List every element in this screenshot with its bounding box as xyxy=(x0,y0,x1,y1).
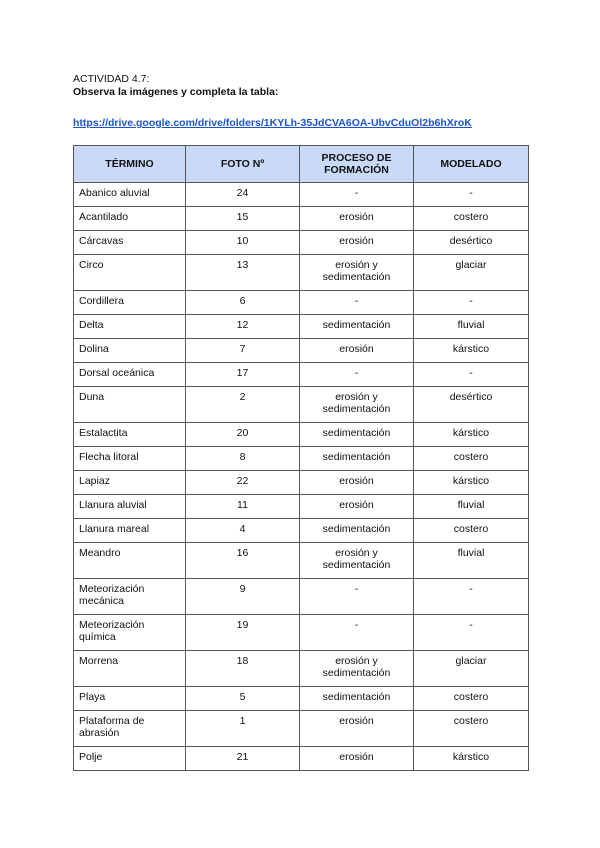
cell-foto: 7 xyxy=(186,339,300,363)
table-row xyxy=(74,315,529,339)
cell-proceso: erosión xyxy=(300,471,414,495)
landforms-table xyxy=(73,145,529,771)
cell-foto: 24 xyxy=(186,183,300,207)
cell-foto: 4 xyxy=(186,519,300,543)
cell-foto: 17 xyxy=(186,363,300,387)
cell-foto: 21 xyxy=(186,747,300,771)
header-foto: FOTO Nº xyxy=(186,146,300,183)
cell-modelado: kárstico xyxy=(414,747,529,771)
cell-modelado: glaciar xyxy=(414,255,529,291)
cell-foto: 9 xyxy=(186,579,300,615)
cell-modelado: - xyxy=(414,615,529,651)
cell-proceso: sedimentación xyxy=(300,423,414,447)
cell-termino: Acantilado xyxy=(74,207,186,231)
table-row xyxy=(74,711,529,747)
cell-modelado: desértico xyxy=(414,387,529,423)
table-row xyxy=(74,423,529,447)
cell-proceso: - xyxy=(300,615,414,651)
table-row xyxy=(74,687,529,711)
table-row xyxy=(74,339,529,363)
table-row xyxy=(74,231,529,255)
cell-proceso: sedimentación xyxy=(300,519,414,543)
cell-modelado: - xyxy=(414,579,529,615)
cell-proceso: erosión xyxy=(300,339,414,363)
table-row xyxy=(74,447,529,471)
cell-termino: Abanico aluvial xyxy=(74,183,186,207)
cell-modelado: fluvial xyxy=(414,315,529,339)
cell-modelado: glaciar xyxy=(414,651,529,687)
cell-modelado: kárstico xyxy=(414,339,529,363)
cell-modelado: - xyxy=(414,291,529,315)
cell-proceso: erosión xyxy=(300,747,414,771)
cell-foto: 6 xyxy=(186,291,300,315)
cell-foto: 19 xyxy=(186,615,300,651)
cell-termino: Llanura aluvial xyxy=(74,495,186,519)
cell-foto: 22 xyxy=(186,471,300,495)
cell-foto: 16 xyxy=(186,543,300,579)
cell-foto: 11 xyxy=(186,495,300,519)
cell-termino: Meteorización química xyxy=(74,615,186,651)
table-row xyxy=(74,747,529,771)
cell-termino: Morrena xyxy=(74,651,186,687)
table-row xyxy=(74,207,529,231)
cell-modelado: costero xyxy=(414,447,529,471)
cell-proceso: erosión xyxy=(300,711,414,747)
table-row xyxy=(74,387,529,423)
cell-foto: 20 xyxy=(186,423,300,447)
cell-termino: Flecha litoral xyxy=(74,447,186,471)
cell-proceso: sedimentación xyxy=(300,447,414,471)
cell-proceso: - xyxy=(300,363,414,387)
header-modelado: MODELADO xyxy=(414,146,529,183)
cell-proceso: erosión y sedimentación xyxy=(300,387,414,423)
cell-proceso: - xyxy=(300,183,414,207)
header-termino: TÉRMINO xyxy=(74,146,186,183)
cell-foto: 15 xyxy=(186,207,300,231)
cell-modelado: fluvial xyxy=(414,495,529,519)
cell-termino: Delta xyxy=(74,315,186,339)
cell-termino: Llanura mareal xyxy=(74,519,186,543)
table-row xyxy=(74,495,529,519)
table-header-row xyxy=(74,146,529,183)
table-row xyxy=(74,183,529,207)
cell-termino: Plataforma de abrasión xyxy=(74,711,186,747)
cell-foto: 2 xyxy=(186,387,300,423)
cell-termino: Lapiaz xyxy=(74,471,186,495)
cell-proceso: - xyxy=(300,579,414,615)
drive-folder-link[interactable]: https://drive.google.com/drive/folders/1KYLh-35JdCVA6OA-UbvCduOl2b6hXroK xyxy=(73,117,472,129)
cell-proceso: sedimentación xyxy=(300,315,414,339)
table-row xyxy=(74,579,529,615)
cell-foto: 13 xyxy=(186,255,300,291)
table-row xyxy=(74,519,529,543)
cell-proceso: erosión xyxy=(300,231,414,255)
cell-termino: Meteorización mecánica xyxy=(74,579,186,615)
cell-proceso: - xyxy=(300,291,414,315)
cell-modelado: costero xyxy=(414,519,529,543)
table-row xyxy=(74,363,529,387)
cell-termino: Meandro xyxy=(74,543,186,579)
cell-foto: 10 xyxy=(186,231,300,255)
activity-heading xyxy=(73,73,278,99)
cell-modelado: - xyxy=(414,183,529,207)
cell-proceso: sedimentación xyxy=(300,687,414,711)
cell-modelado: desértico xyxy=(414,231,529,255)
table-row xyxy=(74,543,529,579)
table-row xyxy=(74,255,529,291)
cell-modelado: - xyxy=(414,363,529,387)
cell-termino: Cárcavas xyxy=(74,231,186,255)
cell-termino: Estalactita xyxy=(74,423,186,447)
cell-modelado: costero xyxy=(414,711,529,747)
cell-foto: 5 xyxy=(186,687,300,711)
table-row xyxy=(74,651,529,687)
cell-termino: Duna xyxy=(74,387,186,423)
activity-title: ACTIVIDAD 4.7: xyxy=(73,73,150,85)
cell-foto: 1 xyxy=(186,711,300,747)
table-row xyxy=(74,291,529,315)
activity-instruction: Observa la imágenes y completa la tabla: xyxy=(73,86,279,98)
cell-modelado: costero xyxy=(414,687,529,711)
cell-modelado: kárstico xyxy=(414,471,529,495)
cell-termino: Dorsal oceánica xyxy=(74,363,186,387)
cell-termino: Circo xyxy=(74,255,186,291)
cell-proceso: erosión xyxy=(300,495,414,519)
cell-modelado: costero xyxy=(414,207,529,231)
cell-modelado: kárstico xyxy=(414,423,529,447)
cell-termino: Playa xyxy=(74,687,186,711)
cell-proceso: erosión y sedimentación xyxy=(300,543,414,579)
cell-termino: Dolina xyxy=(74,339,186,363)
cell-foto: 8 xyxy=(186,447,300,471)
cell-foto: 18 xyxy=(186,651,300,687)
cell-modelado: fluvial xyxy=(414,543,529,579)
table-row xyxy=(74,471,529,495)
cell-proceso: erosión y sedimentación xyxy=(300,255,414,291)
cell-proceso: erosión y sedimentación xyxy=(300,651,414,687)
cell-proceso: erosión xyxy=(300,207,414,231)
cell-foto: 12 xyxy=(186,315,300,339)
cell-termino: Cordillera xyxy=(74,291,186,315)
header-proceso: PROCESO DE FORMACIÓN xyxy=(300,146,414,183)
table-row xyxy=(74,615,529,651)
cell-termino: Polje xyxy=(74,747,186,771)
